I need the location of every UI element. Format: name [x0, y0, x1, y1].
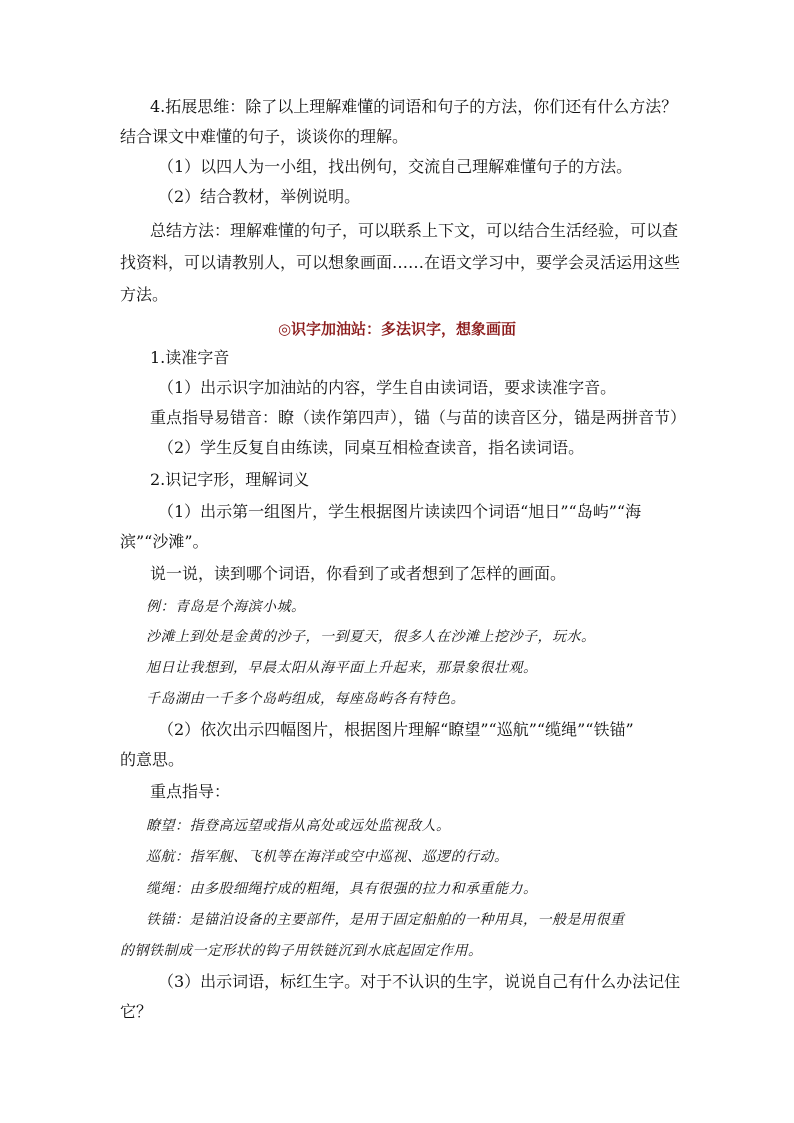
example-line: 沙滩上到处是金黄的沙子，一到夏天，很多人在沙滩上挖沙子，玩水。	[146, 629, 596, 645]
example-line: 千岛湖由一千多个岛屿组成，每座岛屿各有特色。	[146, 691, 465, 707]
section4-line2: 结合课文中难懂的句子，谈谈你的理解。	[120, 127, 409, 146]
definition-line: 缆绳：由多股细绳拧成的粗绳，具有很强的拉力和承重能力。	[146, 881, 538, 897]
focus-heading: 重点指导：	[150, 782, 231, 801]
definition-line: 巡航：指军舰、飞机等在海洋或空中巡视、巡逻的行动。	[146, 849, 509, 865]
example-line: 例：青岛是个海滨小城。	[146, 599, 306, 615]
part2-title: 2.识记字形，理解词义	[150, 470, 310, 489]
section4-item2: （2）结合教材，举例说明。	[158, 187, 361, 206]
part2-item3-b: 它？	[120, 1002, 153, 1021]
part1-guide: 重点指导易错音：瞭（读作第四声），锚（与苗的读音区分，锚是两拼音节）	[150, 408, 687, 427]
part2-item3-a: （3）出示词语，标红生字。对于不认识的生字，说说自己有什么办法记住	[158, 972, 681, 991]
part2-item1-a: （1）出示第一组图片，学生根据图片读读四个词语“旭日”“岛屿”“海	[158, 502, 642, 521]
section4-item1: （1）以四人为一小组，找出例句，交流自己理解难懂句子的方法。	[158, 157, 633, 176]
section-heading: ◎识字加油站：多法识字，想象画面	[277, 320, 517, 338]
example-line: 旭日让我想到，早晨太阳从海平面上升起来，那景象很壮观。	[146, 660, 538, 676]
definition-line: 铁锚：是锚泊设备的主要部件，是用于固定船舶的一种用具，一般是用很重	[146, 912, 625, 928]
part2-prompt: 说一说，读到哪个词语，你看到了或者想到了怎样的画面。	[150, 564, 567, 583]
part2-item1-b: 滨”“沙滩”。	[120, 532, 209, 551]
summary-line2: 找资料，可以请教别人，可以想象画面……在语文学习中，要学会灵活运用这些	[120, 253, 681, 272]
section4-line1: 4.拓展思维：除了以上理解难懂的词语和句子的方法，你们还有什么方法？	[150, 97, 678, 116]
part2-item2-b: 的意思。	[120, 750, 185, 769]
part1-title: 1.读准字音	[150, 348, 230, 367]
definition-line: 瞭望：指登高远望或指从高处或远处监视敌人。	[146, 818, 451, 834]
definition-line: 的钢铁制成一定形状的钩子用铁链沉到水底起固定作用。	[120, 943, 483, 959]
summary-line3: 方法。	[120, 285, 169, 304]
summary-line1: 总结方法：理解难懂的句子，可以联系上下文，可以结合生活经验，可以查	[150, 221, 679, 240]
part2-item2-a: （2）依次出示四幅图片，根据图片理解“瞭望”“巡航”“缆绳”“铁锚”	[158, 720, 634, 739]
part1-item2: （2）学生反复自由练读，同桌互相检查读音，指名读词语。	[158, 438, 585, 457]
part1-item1: （1）出示识字加油站的内容，学生自由读词语，要求读准字音。	[158, 378, 617, 397]
